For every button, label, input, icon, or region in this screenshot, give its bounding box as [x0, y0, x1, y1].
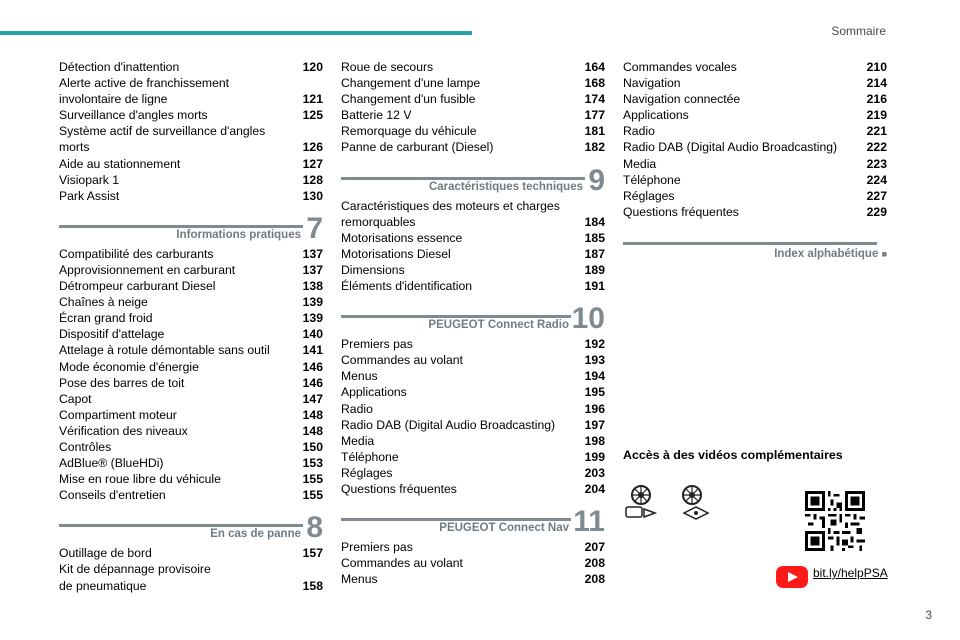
toc-entry-page: 207 — [584, 540, 605, 555]
toc-entry-label: Menus — [341, 572, 378, 587]
toc-entry[interactable] — [341, 262, 605, 278]
toc-entry-label: Applications — [623, 108, 689, 123]
toc-entry-page: 155 — [302, 488, 323, 503]
toc-entry[interactable] — [59, 59, 323, 75]
toc-entry-page: 210 — [866, 60, 887, 74]
toc-entry-page: 203 — [584, 465, 605, 480]
toc-entry-page: 127 — [302, 156, 323, 171]
toc-entry[interactable] — [341, 336, 605, 352]
toc-entry[interactable] — [341, 352, 605, 368]
toc-entry-page: 229 — [866, 204, 887, 219]
video-wheel-tool-icon — [676, 483, 712, 523]
toc-entry-page: 191 — [584, 279, 605, 294]
toc-entry-label: Détection d'inattention — [59, 60, 180, 74]
toc-entry-label: Media — [341, 433, 375, 448]
toc-entry-label: Radio — [623, 124, 655, 139]
toc-entry[interactable] — [341, 433, 605, 449]
toc-entry-page: 182 — [584, 140, 605, 155]
toc-entry-label: Système actif de surveillance d'angles morts — [59, 124, 266, 155]
toc-entry-label: Caractéristiques des moteurs et charges remorquables — [341, 198, 560, 229]
entry-list — [59, 246, 323, 504]
entry-list — [341, 336, 605, 497]
toc-entry-page: 147 — [302, 391, 323, 406]
toc-entry-label: Changement d'un fusible — [341, 92, 476, 107]
toc-entry[interactable] — [341, 59, 605, 75]
toc-entry[interactable] — [59, 342, 323, 358]
toc-entry-label: Contrôles — [59, 439, 112, 454]
section-number: 11 — [573, 505, 605, 539]
toc-entry-label: Outillage de bord — [59, 546, 152, 561]
toc-entry-label: Commandes vocales — [623, 60, 737, 74]
section-number: 7 — [306, 211, 323, 245]
toc-entry-label: Kit de dépannage provisoire de pneumatique — [59, 562, 211, 593]
toc-entry-label: Téléphone — [623, 172, 681, 187]
toc-entry[interactable] — [59, 439, 323, 455]
toc-entry-label: Compatibilité des carburants — [59, 246, 214, 261]
toc-entry-label: Compartiment moteur — [59, 407, 177, 422]
toc-entry-label: Radio DAB (Digital Audio Broadcasting) — [623, 140, 838, 155]
toc-entry-page: 139 — [302, 311, 323, 326]
toc-entry-page: 121 — [302, 92, 323, 107]
toc-entry-page: 195 — [584, 385, 605, 400]
toc-entry-page: 155 — [302, 472, 323, 487]
toc-entry-label: Éléments d'identification — [341, 279, 473, 294]
section-title: PEUGEOT Connect Nav — [439, 522, 569, 535]
toc-entry[interactable] — [59, 407, 323, 423]
toc-entry-label: Attelage à rotule démontable sans outil — [59, 343, 270, 358]
entry-list — [59, 59, 323, 204]
toc-entry[interactable] — [341, 401, 605, 417]
section-title: Informations pratiques — [176, 228, 301, 241]
toc-entry[interactable] — [59, 359, 323, 375]
toc-entry-page: 168 — [584, 76, 605, 91]
toc-entry-label: Chaînes à neige — [59, 295, 148, 310]
toc-entry-label: Panne de carburant (Diesel) — [341, 140, 494, 155]
toc-entry[interactable] — [623, 204, 887, 220]
toc-entry-page: 208 — [584, 572, 605, 587]
toc-entry[interactable] — [59, 188, 323, 204]
column-3 — [623, 59, 887, 264]
toc-entry[interactable] — [623, 123, 887, 139]
toc-entry-page: 150 — [302, 439, 323, 454]
qr-code[interactable] — [805, 491, 865, 551]
toc-entry-label: Approvisionnement en carburant — [59, 262, 236, 277]
toc-entry[interactable] — [341, 278, 605, 294]
toc-entry-page: 224 — [866, 172, 887, 187]
toc-entry[interactable] — [341, 571, 605, 587]
section-title: En cas de panne — [210, 528, 301, 541]
toc-entry[interactable] — [623, 139, 887, 155]
toc-entry-label: Détrompeur carburant Diesel — [59, 279, 216, 294]
toc-entry-label: Park Assist — [59, 188, 120, 203]
toc-entry-page: 158 — [302, 578, 323, 593]
top-accent-bar — [0, 31, 472, 35]
toc-entry-page: 164 — [584, 60, 605, 74]
column-1 — [59, 59, 323, 594]
toc-entry-label: Radio — [341, 401, 373, 416]
toc-entry-label: Dispositif d'attelage — [59, 327, 165, 342]
toc-entry-page: 193 — [584, 353, 605, 368]
toc-entry-page: 146 — [302, 359, 323, 374]
entry-list — [59, 545, 323, 593]
toc-entry-page: 128 — [302, 172, 323, 187]
toc-entry-label: Premiers pas — [341, 337, 413, 352]
toc-entry-page: 146 — [302, 375, 323, 390]
toc-entry-page: 120 — [302, 60, 323, 74]
toc-entry-label: Changement d'une lampe — [341, 76, 481, 91]
toc-entry[interactable] — [59, 172, 323, 188]
toc-entry[interactable] — [59, 326, 323, 342]
toc-entry[interactable] — [59, 455, 323, 471]
page-number: 3 — [925, 608, 932, 622]
toc-entry[interactable] — [341, 230, 605, 246]
section-rule — [59, 225, 303, 228]
toc-entry[interactable] — [623, 156, 887, 172]
toc-entry-page: 137 — [302, 262, 323, 277]
toc-entry-label: Réglages — [341, 465, 393, 480]
toc-entry-page: 216 — [866, 92, 887, 107]
entry-list — [341, 59, 605, 156]
toc-entry-label: Téléphone — [341, 449, 399, 464]
toc-entry[interactable] — [59, 310, 323, 326]
toc-entry-label: AdBlue® (BlueHDi) — [59, 456, 164, 471]
toc-entry-page: 130 — [302, 188, 323, 203]
section-rule — [341, 315, 571, 318]
toc-entry-page: 139 — [302, 295, 323, 310]
toc-entry-label: Navigation connectée — [623, 92, 741, 107]
toc-entry-page: 208 — [584, 556, 605, 571]
toc-entry[interactable] — [59, 423, 323, 439]
toc-entry-page: 181 — [584, 124, 605, 139]
toc-entry[interactable] — [341, 465, 605, 481]
toc-entry-label: Mode économie d'énergie — [59, 359, 199, 374]
toc-entry[interactable] — [341, 198, 605, 230]
toc-entry[interactable] — [59, 391, 323, 407]
toc-entry[interactable] — [59, 75, 323, 107]
toc-entry-page: 184 — [584, 214, 605, 229]
toc-entry-label: Écran grand froid — [59, 311, 153, 326]
toc-entry[interactable] — [341, 123, 605, 139]
toc-entry-page: 196 — [584, 401, 605, 416]
section-header-7 — [59, 210, 323, 246]
toc-entry[interactable] — [623, 75, 887, 91]
toc-entry-page: 148 — [302, 407, 323, 422]
toc-entry-label: Premiers pas — [341, 540, 413, 555]
toc-entry-label: Questions fréquentes — [623, 204, 739, 219]
toc-entry-page: 148 — [302, 423, 323, 438]
toc-entry-label: Roue de secours — [341, 60, 434, 74]
toc-entry-label: Radio DAB (Digital Audio Broadcasting) — [341, 417, 556, 432]
toc-entry-page: 194 — [584, 369, 605, 384]
section-title: Caractéristiques techniques — [428, 180, 583, 193]
toc-entry-label: Commandes au volant — [341, 556, 463, 571]
section-header-9 — [341, 162, 605, 198]
toc-entry-page: 192 — [584, 337, 605, 352]
toc-entry[interactable] — [59, 471, 323, 487]
toc-entry-page: 125 — [302, 108, 323, 123]
toc-entry-page: 126 — [302, 140, 323, 155]
section-header-10 — [341, 300, 605, 336]
index-title-text: Index alphabétique — [774, 247, 879, 260]
toc-entry[interactable] — [341, 107, 605, 123]
toc-entry[interactable] — [341, 481, 605, 497]
toc-entry[interactable] — [59, 246, 323, 262]
toc-entry-label: Conseils d'entretien — [59, 488, 166, 503]
toc-entry-page: 219 — [866, 108, 887, 123]
toc-entry-label: Motorisations essence — [341, 230, 463, 245]
section-header-11 — [341, 503, 605, 539]
toc-entry[interactable] — [341, 139, 605, 155]
toc-entry-page: 153 — [302, 456, 323, 471]
toc-entry[interactable] — [59, 278, 323, 294]
toc-entry[interactable] — [59, 561, 323, 593]
entry-list — [341, 539, 605, 587]
section-title: PEUGEOT Connect Radio — [428, 319, 569, 332]
toc-entry[interactable] — [341, 75, 605, 91]
toc-entry-page: 140 — [302, 327, 323, 342]
toc-entry[interactable] — [623, 107, 887, 123]
page-header-title: Sommaire — [831, 24, 886, 38]
index-title — [774, 248, 887, 260]
section-number: 8 — [306, 511, 323, 545]
toc-entry-label: Motorisations Diesel — [341, 246, 451, 261]
toc-entry-label: Mise en roue libre du véhicule — [59, 472, 221, 487]
toc-entry[interactable] — [59, 262, 323, 278]
toc-entry-label: Dimensions — [341, 262, 405, 277]
section-rule — [59, 524, 303, 527]
toc-entry-label: Aide au stationnement — [59, 156, 181, 171]
toc-entry-label: Applications — [341, 385, 407, 400]
toc-entry-label: Alerte active de franchissement involontaire de ligne — [59, 76, 230, 107]
toc-entry-label: Questions fréquentes — [341, 481, 457, 496]
toc-entry-page: 198 — [584, 433, 605, 448]
toc-entry-page: 214 — [866, 76, 887, 91]
toc-entry-page: 174 — [584, 92, 605, 107]
section-rule — [623, 242, 877, 245]
toc-entry[interactable] — [341, 449, 605, 465]
entry-list — [623, 59, 887, 220]
videos-title: Accès à des vidéos complémentaires — [623, 448, 843, 462]
toc-entry-page: 197 — [584, 417, 605, 432]
toc-entry-page: 223 — [866, 156, 887, 171]
toc-entry[interactable] — [341, 555, 605, 571]
toc-entry-page: 221 — [866, 124, 887, 139]
index-square-icon: ■ — [881, 248, 887, 259]
toc-entry-page: 177 — [584, 108, 605, 123]
toc-entry-page: 141 — [302, 343, 323, 358]
toc-entry[interactable] — [623, 188, 887, 204]
section-number: 10 — [571, 302, 605, 336]
toc-entry-label: Visiopark 1 — [59, 172, 120, 187]
toc-entry[interactable] — [59, 375, 323, 391]
toc-entry-page: 199 — [584, 449, 605, 464]
section-number: 9 — [588, 163, 605, 197]
toc-entry[interactable] — [623, 172, 887, 188]
toc-entry-page: 227 — [866, 188, 887, 203]
toc-entry-label: Navigation — [623, 76, 681, 91]
toc-entry[interactable] — [623, 59, 887, 75]
toc-entry[interactable] — [59, 545, 323, 561]
toc-entry-label: Pose des barres de toit — [59, 375, 185, 390]
toc-entry[interactable] — [341, 246, 605, 262]
toc-entry-page: 187 — [584, 246, 605, 261]
toc-entry-label: Réglages — [623, 188, 675, 203]
column-2 — [341, 59, 605, 587]
help-link[interactable]: bit.ly/helpPSA — [813, 566, 888, 580]
toc-entry[interactable] — [59, 156, 323, 172]
toc-entry-page: 185 — [584, 230, 605, 245]
toc-entry-label: Surveillance d'angles morts — [59, 108, 208, 123]
toc-entry-label: Media — [623, 156, 657, 171]
section-rule — [341, 518, 571, 521]
toc-entry-label: Vérification des niveaux — [59, 423, 188, 438]
toc-entry[interactable] — [623, 91, 887, 107]
toc-entry-label: Menus — [341, 369, 378, 384]
section-rule — [341, 177, 585, 180]
toc-entry[interactable] — [341, 384, 605, 400]
entry-list — [341, 198, 605, 295]
toc-entry-page: 189 — [584, 262, 605, 277]
toc-entry[interactable] — [59, 487, 323, 503]
toc-entry-label: Commandes au volant — [341, 353, 463, 368]
toc-entry-page: 157 — [302, 546, 323, 561]
toc-entry-page: 222 — [866, 140, 887, 155]
toc-entry-label: Batterie 12 V — [341, 108, 412, 123]
toc-entry-page: 138 — [302, 279, 323, 294]
toc-entry-page: 137 — [302, 246, 323, 261]
toc-entry[interactable] — [341, 368, 605, 384]
toc-entry[interactable] — [59, 107, 323, 123]
index-header — [623, 234, 887, 264]
toc-entry[interactable] — [341, 91, 605, 107]
toc-entry-label: Capot — [59, 391, 92, 406]
toc-entry[interactable] — [59, 123, 323, 155]
toc-entry[interactable] — [341, 539, 605, 555]
toc-entry-label: Remorquage du véhicule — [341, 124, 477, 139]
toc-entry-page: 204 — [584, 481, 605, 496]
video-car-wheel-icon — [623, 483, 659, 523]
youtube-icon[interactable] — [776, 566, 808, 588]
section-header-8 — [59, 509, 323, 545]
toc-entry[interactable] — [341, 417, 605, 433]
toc-entry[interactable] — [59, 294, 323, 310]
